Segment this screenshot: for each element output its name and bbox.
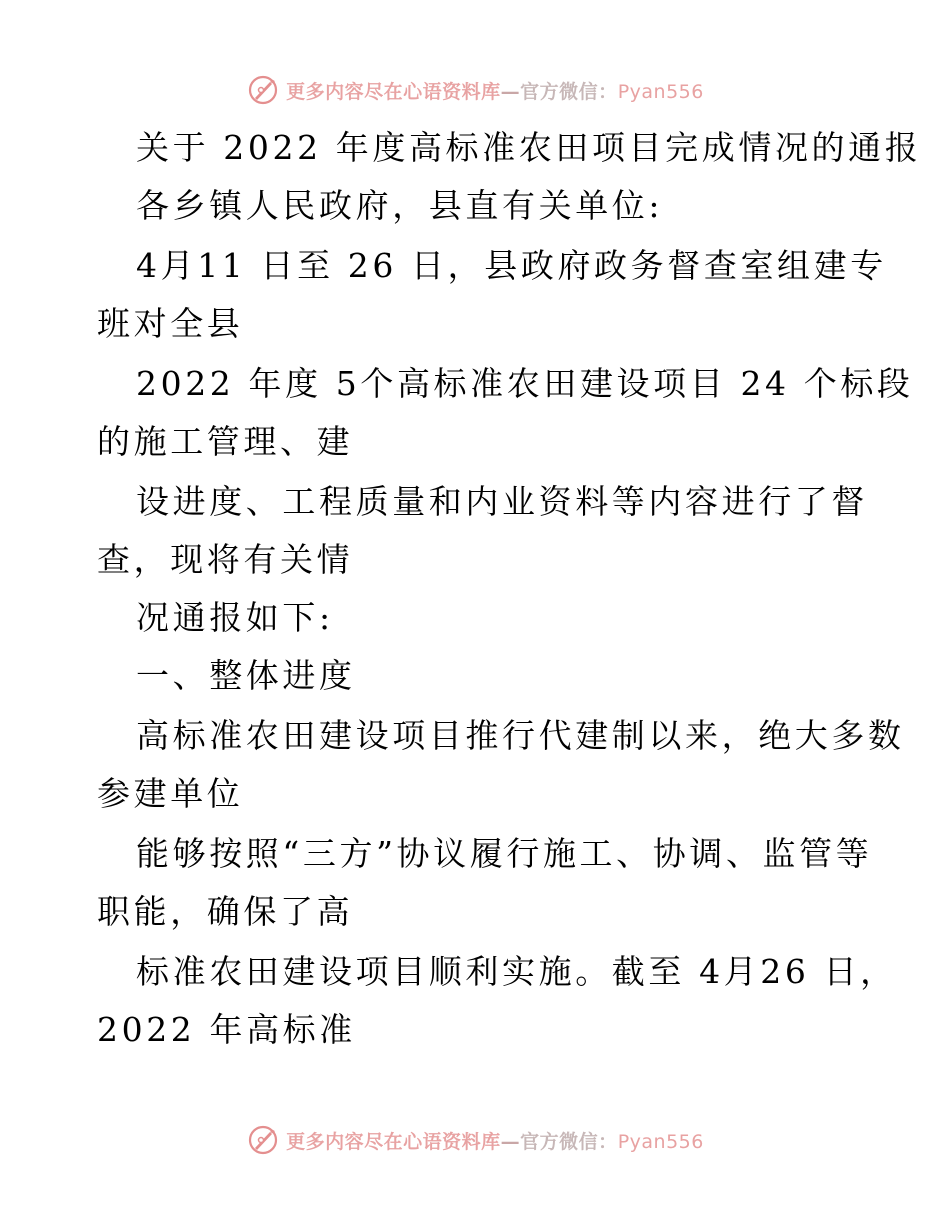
paragraph-line: 标准农田建设项目顺利实施。截至 4月26 日， <box>136 952 897 991</box>
quill-pen-logo-icon <box>246 73 280 107</box>
watermark-dash: — <box>500 1130 521 1153</box>
header-watermark <box>0 70 950 110</box>
watermark-wechat-label: 官方微信： <box>520 80 618 103</box>
watermark-wechat-id: Pyan556 <box>617 1130 704 1153</box>
quill-pen-logo-icon <box>246 1123 280 1157</box>
paragraph-line: 况通报如下: <box>136 598 334 637</box>
watermark-dash: — <box>500 80 521 103</box>
paragraph-line: 班对全县 <box>97 304 244 343</box>
watermark-brand-text: 更多内容尽在心语资料库 <box>286 80 501 103</box>
paragraph-line: 2022 年度 5个高标准农田建设项目 24 个标段 <box>136 364 914 403</box>
watermark-wechat-id: Pyan556 <box>617 80 704 103</box>
document-title: 关于 2022 年度高标准农田项目完成情况的通报 <box>136 128 922 167</box>
paragraph-line: 查，现将有关情 <box>97 540 354 579</box>
paragraph-line: 2022 年高标准 <box>97 1010 356 1049</box>
paragraph-line: 能够按照“三方”协议履行施工、协调、监管等 <box>136 834 873 873</box>
paragraph-line: 的施工管理、建 <box>97 422 354 461</box>
salutation: 各乡镇人民政府，县直有关单位: <box>136 186 664 225</box>
footer-watermark <box>0 1120 950 1160</box>
paragraph-line: 4月11 日至 26 日，县政府政务督查室组建专 <box>136 246 887 285</box>
watermark-brand-text: 更多内容尽在心语资料库 <box>286 1130 501 1153</box>
paragraph-line: 职能，确保了高 <box>97 892 354 931</box>
section-heading: 一、整体进度 <box>136 656 356 695</box>
paragraph-line: 参建单位 <box>97 774 244 813</box>
watermark-wechat-label: 官方微信： <box>520 1130 618 1153</box>
paragraph-line: 设进度、工程质量和内业资料等内容进行了督 <box>136 482 868 521</box>
paragraph-line: 高标准农田建设项目推行代建制以来，绝大多数 <box>136 716 905 755</box>
